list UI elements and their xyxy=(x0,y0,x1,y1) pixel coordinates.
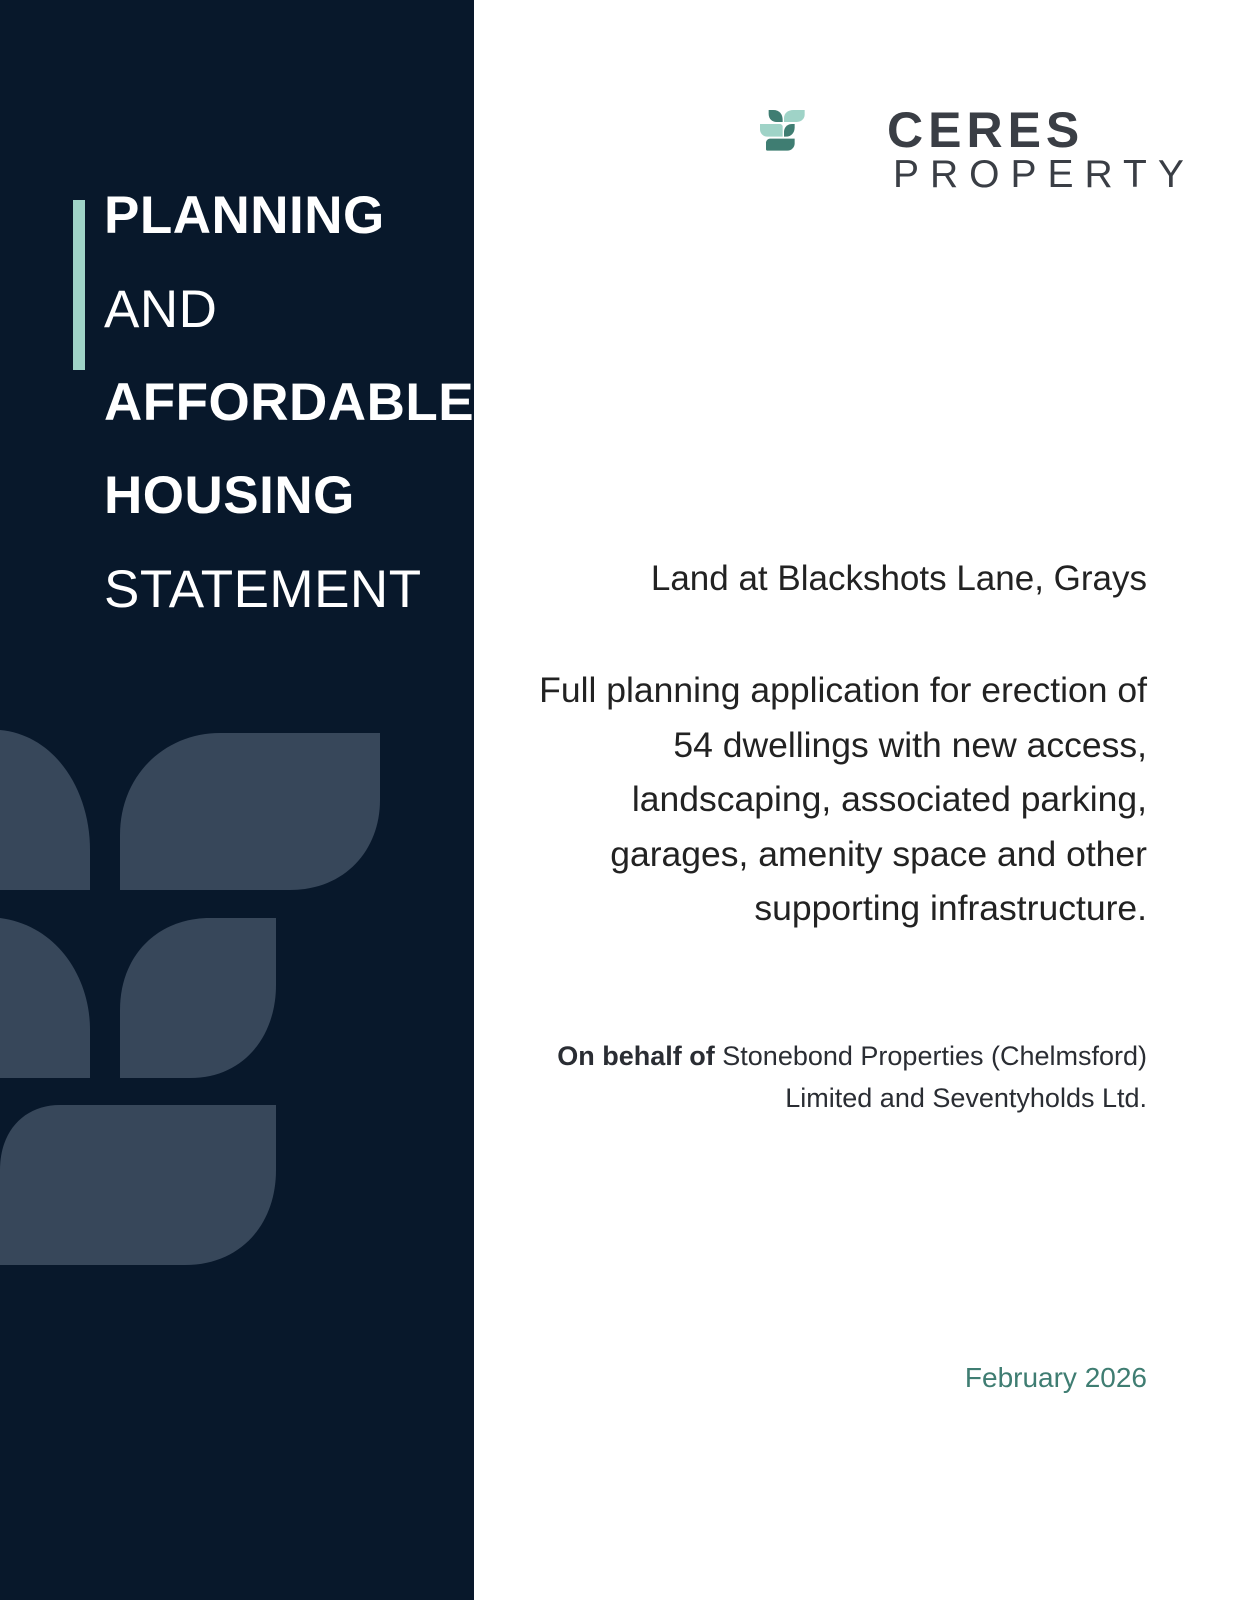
accent-bar xyxy=(73,200,85,370)
applicant-statement xyxy=(487,1035,1147,1119)
site-location: Land at Blackshots Lane, Grays xyxy=(650,559,1147,598)
title-line-and: AND xyxy=(104,280,218,339)
title-line-affordable: AFFORDABLE xyxy=(104,373,474,432)
logo-leaf-middle-right-icon xyxy=(784,124,795,137)
logo-leaf-top-right-icon xyxy=(784,110,805,122)
logo-wordmark-property: PROPERTY xyxy=(893,153,1195,196)
cover-side-panel xyxy=(0,0,474,1600)
logo-leaf-middle-left-icon xyxy=(760,124,783,137)
decorative-leaf-graphic xyxy=(0,730,400,1270)
logo-leaf-bottom-icon xyxy=(766,139,795,151)
behalf-label: On behalf of xyxy=(557,1041,715,1071)
decor-leaf-middle-right xyxy=(120,918,276,1078)
logo-leaf-top-left-icon xyxy=(769,110,783,122)
ceres-logo-mark xyxy=(760,62,900,202)
decor-leaf-bottom xyxy=(0,1105,276,1265)
title-line-planning: PLANNING xyxy=(104,186,385,245)
decor-leaf-middle-left xyxy=(0,918,90,1078)
title-line-statement: STATEMENT xyxy=(104,560,422,619)
logo-wordmark-ceres: CERES xyxy=(887,102,1085,158)
client-name: Stonebond Properties (Chelmsford) Limited and Seventyholds Ltd. xyxy=(722,1041,1147,1113)
title-line-housing: HOUSING xyxy=(104,466,355,525)
application-description: Full planning application for erection of 54 dwellings with new access, landscaping, associated parking, garages, amenity space and other supporting infrastructure. xyxy=(539,670,1147,928)
document-date: February 2026 xyxy=(964,1362,1147,1393)
decor-leaf-top-right xyxy=(120,733,380,890)
decor-leaf-top-left xyxy=(0,730,90,890)
